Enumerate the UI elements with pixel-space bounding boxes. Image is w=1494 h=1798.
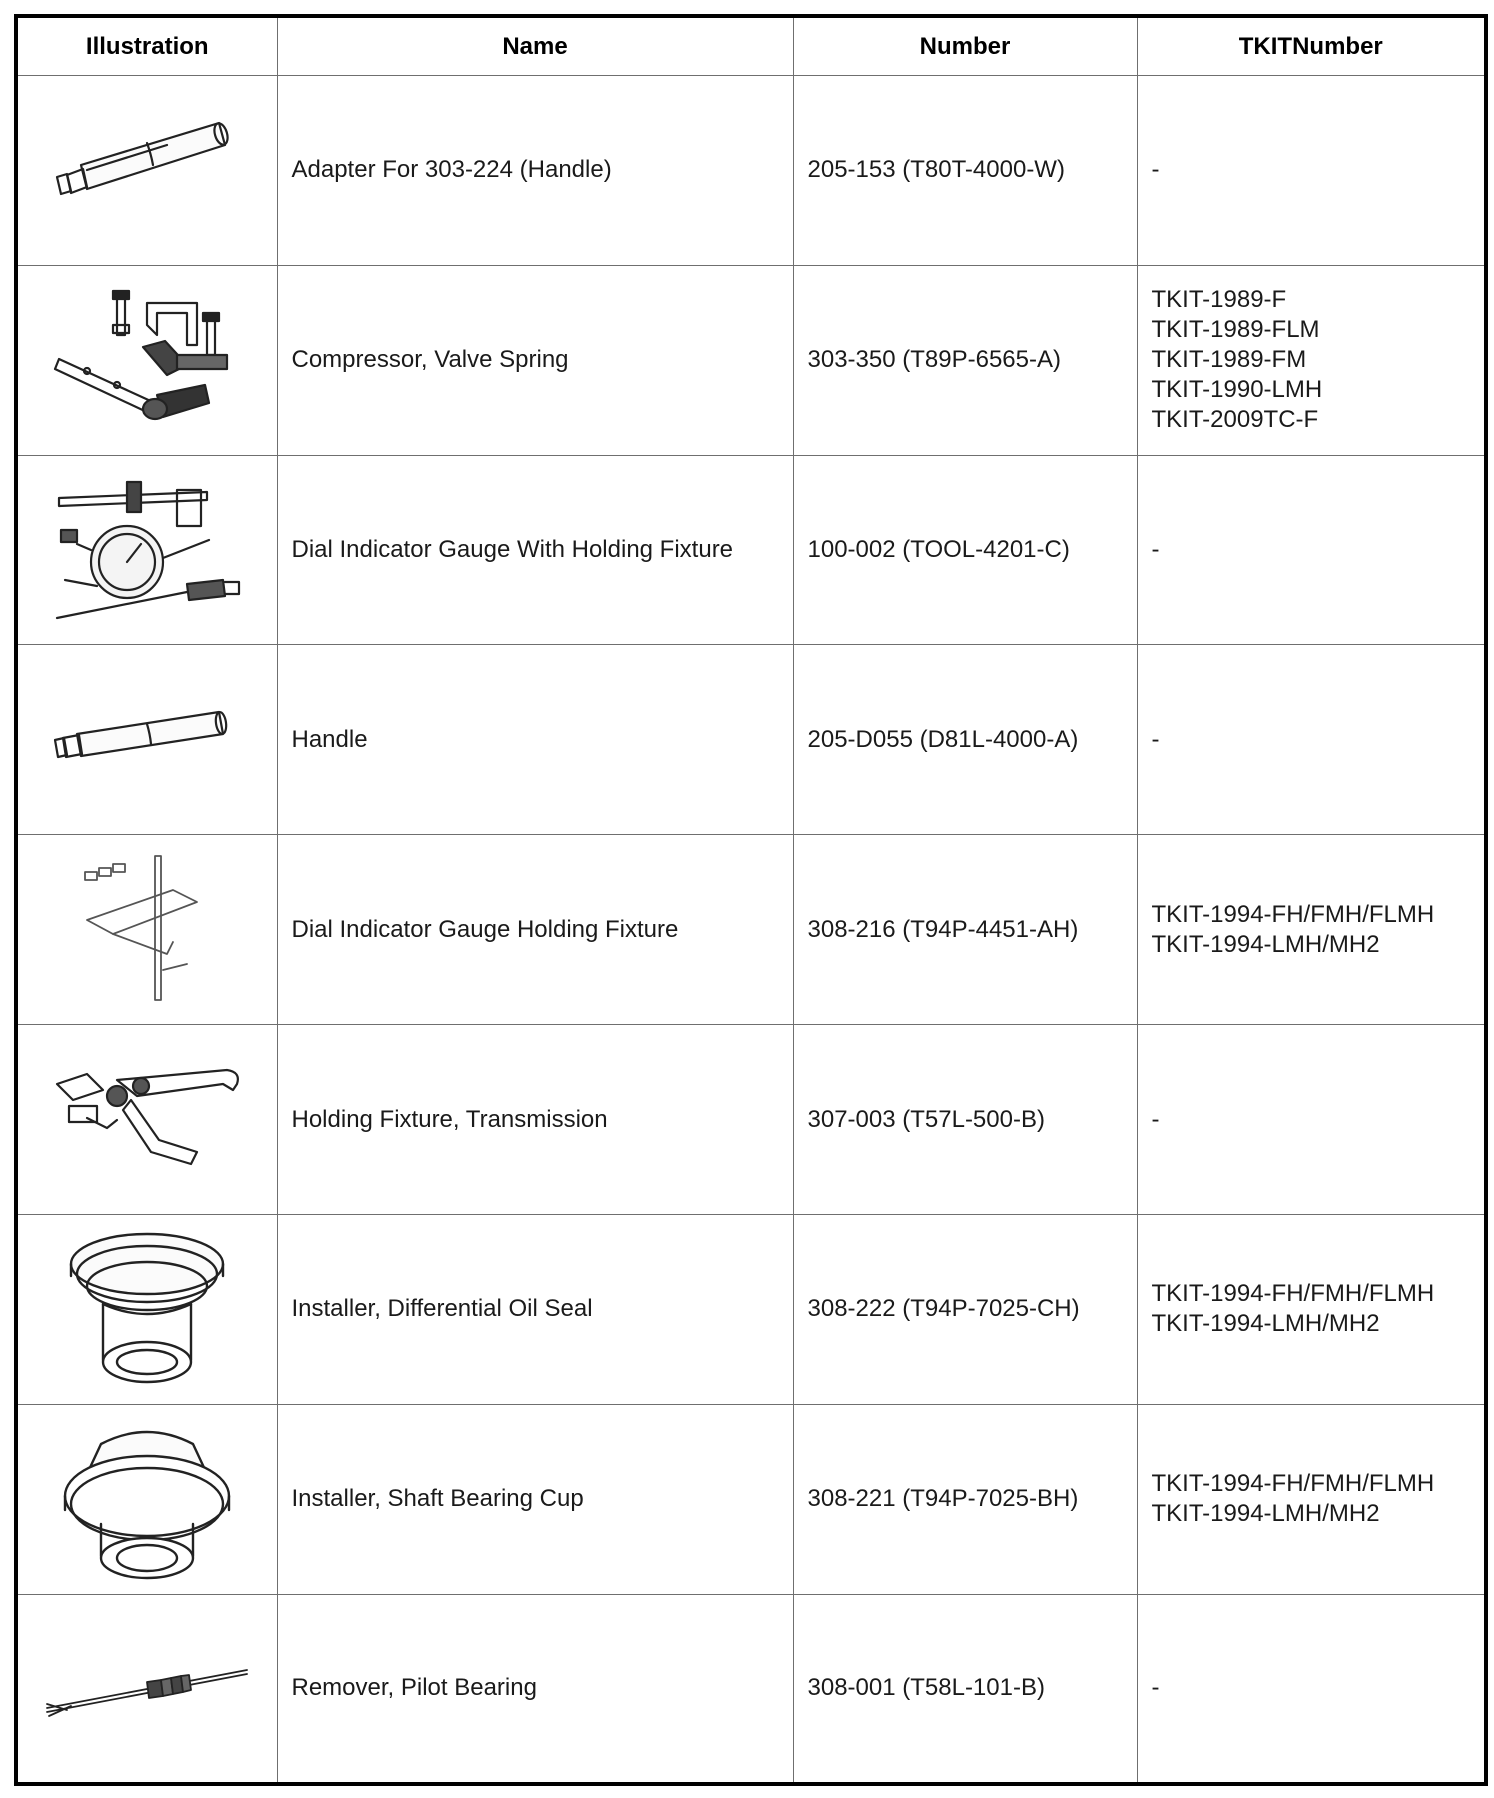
tool-name: Dial Indicator Gauge Holding Fixture (277, 835, 793, 1025)
tkit-number (1137, 455, 1486, 645)
tool-name: Compressor, Valve Spring (277, 265, 793, 455)
tool-number: 308-222 (T94P-7025-CH) (793, 1214, 1137, 1404)
dial-indicator-gauge-icon (37, 470, 257, 630)
illustration-cell (16, 645, 277, 835)
header-illustration: Illustration (16, 16, 277, 76)
table-row (16, 1594, 1486, 1784)
tkit-line: TKIT-1990-LMH (1151, 376, 1323, 404)
tkit-number (1137, 1214, 1486, 1404)
table-row (16, 76, 1486, 266)
illustration-cell (16, 455, 277, 645)
tool-number: 308-221 (T94P-7025-BH) (793, 1404, 1137, 1594)
tkit-number (1137, 1594, 1486, 1784)
tool-number: 308-001 (T58L-101-B) (793, 1594, 1137, 1784)
valve-spring-compressor-icon (47, 285, 247, 435)
illustration-cell (16, 1214, 277, 1404)
tkit-line: TKIT-1989-FM (1151, 346, 1307, 374)
illustration-cell (16, 76, 277, 266)
header-number: Number (793, 16, 1137, 76)
tkit-line: - (1151, 725, 1160, 753)
tool-name: Installer, Shaft Bearing Cup (277, 1404, 793, 1594)
tkit-line: TKIT-1994-FH/FMH/FLMH (1151, 1470, 1435, 1498)
oil-seal-installer-icon (57, 1224, 237, 1394)
header-name: Name (277, 16, 793, 76)
tkit-line: TKIT-1994-LMH/MH2 (1151, 930, 1380, 958)
tkit-line: - (1151, 536, 1160, 564)
tool-number: 307-003 (T57L-500-B) (793, 1025, 1137, 1215)
tkit-number (1137, 1404, 1486, 1594)
illustration-cell (16, 835, 277, 1025)
bearing-cup-installer-icon (57, 1414, 237, 1584)
tkit-number (1137, 265, 1486, 455)
table-row (16, 1025, 1486, 1215)
pilot-bearing-remover-icon (37, 1648, 257, 1728)
header-tkit-number: TKITNumber (1137, 16, 1486, 76)
tkit-line: TKIT-1994-FH/FMH/FLMH (1151, 1280, 1435, 1308)
tkit-line: - (1151, 1674, 1160, 1702)
tool-name: Holding Fixture, Transmission (277, 1025, 793, 1215)
table-row (16, 1404, 1486, 1594)
tkit-line: TKIT-1994-LMH/MH2 (1151, 1500, 1380, 1528)
illustration-cell (16, 1404, 277, 1594)
header-row (16, 16, 1486, 76)
tool-number: 100-002 (TOOL-4201-C) (793, 455, 1137, 645)
tkit-line: - (1151, 156, 1160, 184)
table-row (16, 645, 1486, 835)
illustration-cell (16, 1025, 277, 1215)
tkit-line: TKIT-1989-F (1151, 286, 1287, 314)
illustration-cell (16, 1594, 277, 1784)
table-row (16, 455, 1486, 645)
tool-number: 303-350 (T89P-6565-A) (793, 265, 1137, 455)
tkit-line: TKIT-1989-FLM (1151, 316, 1320, 344)
tkit-line: TKIT-1994-FH/FMH/FLMH (1151, 900, 1435, 928)
tool-number: 205-D055 (D81L-4000-A) (793, 645, 1137, 835)
tkit-number (1137, 76, 1486, 266)
tkit-number (1137, 645, 1486, 835)
table-row (16, 265, 1486, 455)
tool-number: 308-216 (T94P-4451-AH) (793, 835, 1137, 1025)
tkit-line: TKIT-1994-LMH/MH2 (1151, 1310, 1380, 1338)
gauge-holding-fixture-icon (77, 850, 217, 1010)
special-tools-table (14, 14, 1488, 1786)
tkit-number (1137, 1025, 1486, 1215)
tkit-line: - (1151, 1105, 1160, 1133)
transmission-holding-fixture-icon (47, 1060, 247, 1180)
illustration-cell (16, 265, 277, 455)
table-row (16, 835, 1486, 1025)
tool-name: Installer, Differential Oil Seal (277, 1214, 793, 1404)
tkit-number (1137, 835, 1486, 1025)
tool-number: 205-153 (T80T-4000-W) (793, 76, 1137, 266)
handle-icon (47, 700, 247, 780)
tool-name: Remover, Pilot Bearing (277, 1594, 793, 1784)
table-row (16, 1214, 1486, 1404)
tkit-line: TKIT-2009TC-F (1151, 406, 1319, 434)
tool-name: Dial Indicator Gauge With Holding Fixture (277, 455, 793, 645)
tool-name: Handle (277, 645, 793, 835)
handle-adapter-icon (47, 115, 247, 225)
tool-name: Adapter For 303-224 (Handle) (277, 76, 793, 266)
